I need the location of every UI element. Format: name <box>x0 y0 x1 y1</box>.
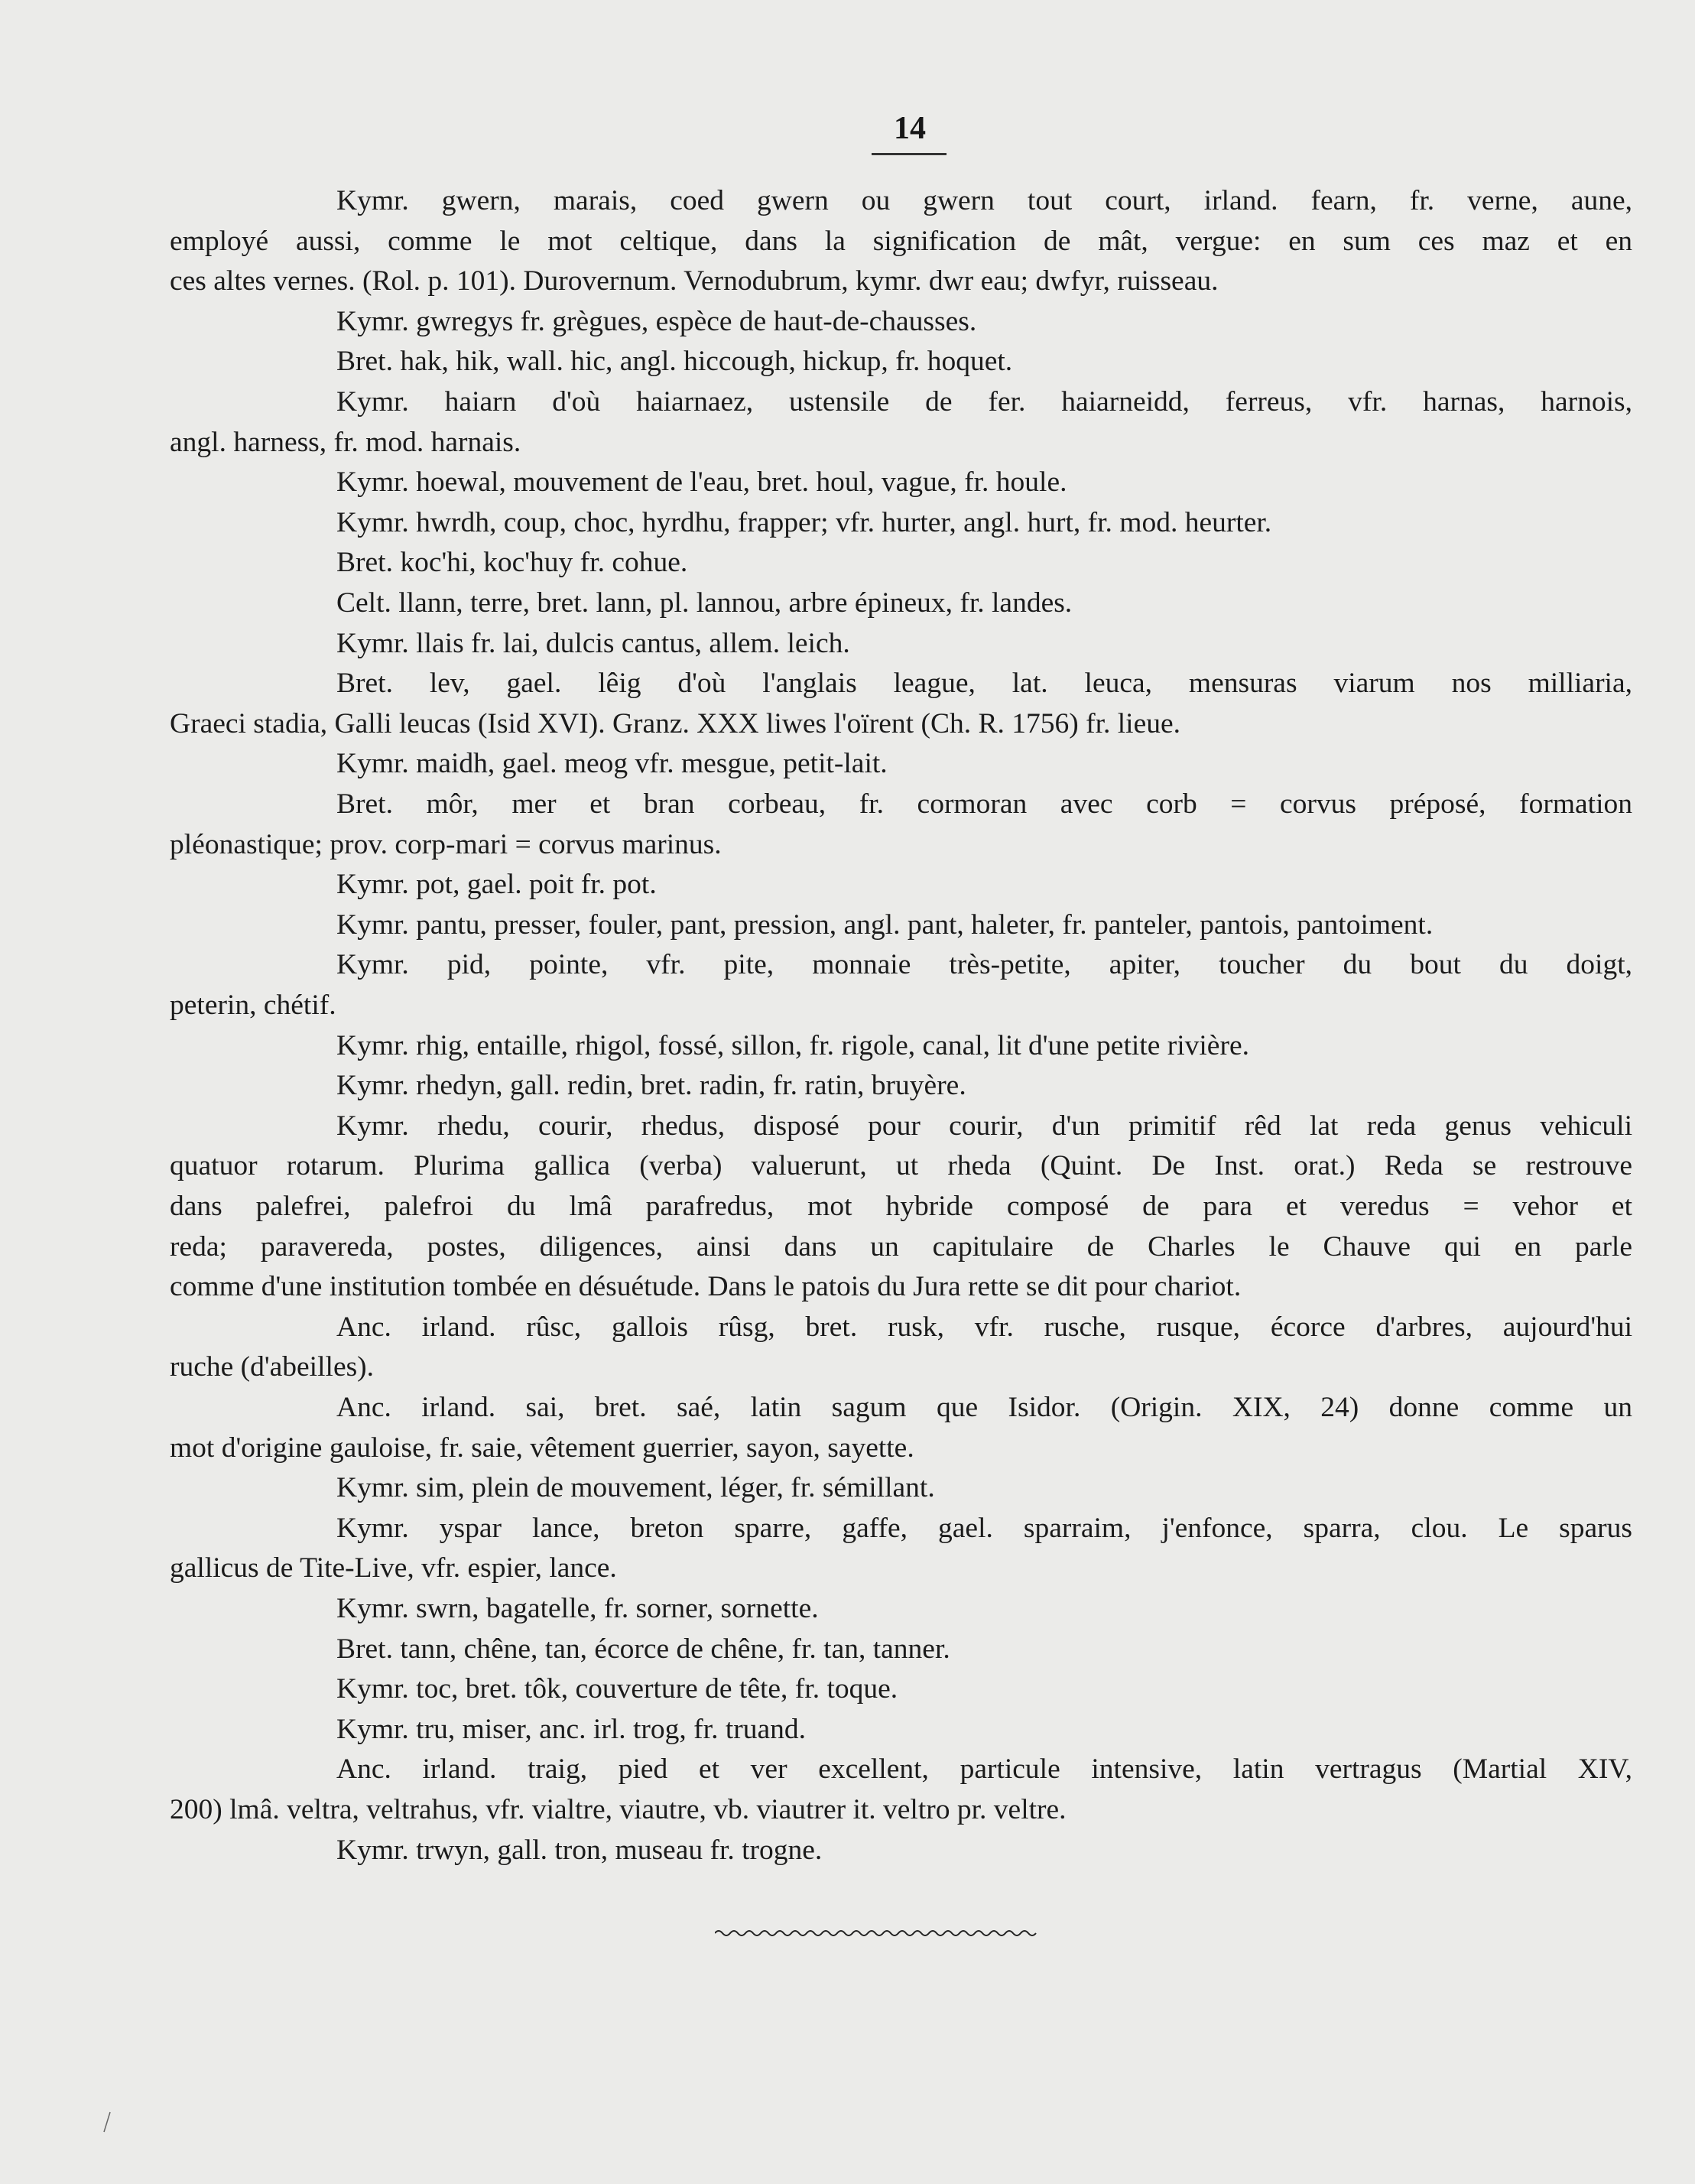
text-line: Kymr. rhig, entaille, rhigol, fossé, sillon, fr. rigole, canal, lit d'une petite rivière. <box>336 1029 1249 1061</box>
text-line: Kymr. tru, miser, anc. irl. trog, fr. truand. <box>336 1713 806 1745</box>
text-line: mot d'origine gauloise, fr. saie, vêtement guerrier, sayon, sayette. <box>170 1432 914 1464</box>
text-line: ruche (d'abeilles). <box>170 1351 375 1383</box>
text-line: Anc. irland. sai, bret. saé, latin sagum que Isidor. (Origin. XIX, 24) donne comme un <box>336 1392 1632 1423</box>
text-line: angl. harness, fr. mod. harnais. <box>170 426 521 458</box>
text-line: peterin, chétif. <box>170 990 336 1021</box>
text-line: Kymr. hoewal, mouvement de l'eau, bret. houl, vague, fr. houle. <box>336 466 1067 499</box>
text-line: comme d'une institution tombée en désuétude. Dans le patois du Jura rette se dit pour chariot. <box>170 1271 1242 1303</box>
end-ornament <box>715 1927 1040 1942</box>
text-line: Kymr. pantu, presser, fouler, pant, pression, angl. pant, haleter, fr. panteler, pantois, pantoiment. <box>336 908 1434 941</box>
text-line: Bret. môr, mer et bran corbeau, fr. cormoran avec corb = corvus préposé, formation <box>336 788 1632 820</box>
text-line: Bret. lev, gael. lêig d'où l'anglais league, lat. leuca, mensuras viarum nos milliaria, <box>336 668 1632 700</box>
text-line: Kymr. gwern, marais, coed gwern ou gwern tout court, irland. fearn, fr. verne, aune, <box>336 185 1632 216</box>
text-line: Kymr. toc, bret. tôk, couverture de tête, fr. toque. <box>336 1673 898 1705</box>
text-line: Kymr. llais fr. lai, dulcis cantus, allem. leich. <box>336 627 850 659</box>
text-line: Kymr. trwyn, gall. tron, museau fr. trogne. <box>336 1834 823 1866</box>
text-line: Kymr. gwregys fr. grègues, espèce de haut-de-chausses. <box>336 305 977 337</box>
text-line: Bret. hak, hik, wall. hic, angl. hiccough, hickup, fr. hoquet. <box>336 346 1013 378</box>
text-line: pléonastique; prov. corp-mari = corvus marinus. <box>170 828 722 860</box>
text-line: Celt. llann, terre, bret. lann, pl. lannou, arbre épineux, fr. landes. <box>336 587 1073 619</box>
text-line: Kymr. swrn, bagatelle, fr. sorner, sornette. <box>336 1593 819 1624</box>
text-line: Bret. koc'hi, koc'huy fr. cohue. <box>336 547 688 579</box>
text-line: gallicus de Tite-Live, vfr. espier, lance. <box>170 1552 617 1584</box>
text-line: ces altes vernes. (Rol. p. 101). Durovernum. Vernodubrum, kymr. dwr eau; dwfyr, ruisseau. <box>170 265 1219 297</box>
text-line: quatuor rotarum. Plurima gallica (verba) valuerunt, ut rheda (Quint. De Inst. orat.) Reda se restrouve <box>170 1150 1632 1182</box>
text-line: employé aussi, comme le mot celtique, dans la signification de mât, vergue: en sum ces maz et en <box>170 225 1632 257</box>
page-number: 14 <box>894 111 926 146</box>
text-line: dans palefrei, palefroi du lmâ parafredus, mot hybride composé de para et veredus = vehor et <box>170 1191 1632 1222</box>
text-line: Kymr. hwrdh, coup, choc, hyrdhu, frapper; vfr. hurter, angl. hurt, fr. mod. heurter. <box>336 506 1272 538</box>
text-line: Kymr. haiarn d'où haiarnaez, ustensile de fer. haiarneidd, ferreus, vfr. harnas, harnois, <box>336 386 1632 418</box>
text-line: Graeci stadia, Galli leucas (Isid XVI). Granz. XXX liwes l'oïrent (Ch. R. 1756) fr. lieue. <box>170 707 1181 739</box>
text-line: Kymr. rhedu, courir, rhedus, disposé pour courir, d'un primitif rêd lat reda genus vehiculi <box>336 1110 1632 1142</box>
text-line: Anc. irland. rûsc, gallois rûsg, bret. rusk, vfr. rusche, rusque, écorce d'arbres, aujourd'hui <box>336 1311 1632 1343</box>
paper-mark <box>99 2111 115 2134</box>
text-line: Kymr. maidh, gael. meog vfr. mesgue, petit-lait. <box>336 748 888 780</box>
text-line: Kymr. rhedyn, gall. redin, bret. radin, fr. ratin, bruyère. <box>336 1070 966 1102</box>
text-line: reda; paravereda, postes, diligences, ainsi dans un capitulaire de Charles le Chauve qui en parle <box>170 1230 1632 1263</box>
text-line: Kymr. pid, pointe, vfr. pite, monnaie très-petite, apiter, toucher du bout du doigt, <box>336 949 1632 981</box>
text-line: Kymr. sim, plein de mouvement, léger, fr. sémillant. <box>336 1472 935 1504</box>
text-line: 200) lmâ. veltra, veltrahus, vfr. vialtre, viautre, vb. viautrer it. veltro pr. veltre. <box>170 1794 1067 1825</box>
text-line: Kymr. yspar lance, breton sparre, gaffe, gael. sparraim, j'enfonce, sparra, clou. Le sparus <box>336 1512 1632 1544</box>
text-line: Bret. tann, chêne, tan, écorce de chêne, fr. tan, tanner. <box>336 1633 950 1665</box>
text-line: Kymr. pot, gael. poit fr. pot. <box>336 869 657 901</box>
text-line: Anc. irland. traig, pied et ver excellent, particule intensive, latin vertragus (Martial XIV, <box>336 1753 1632 1786</box>
